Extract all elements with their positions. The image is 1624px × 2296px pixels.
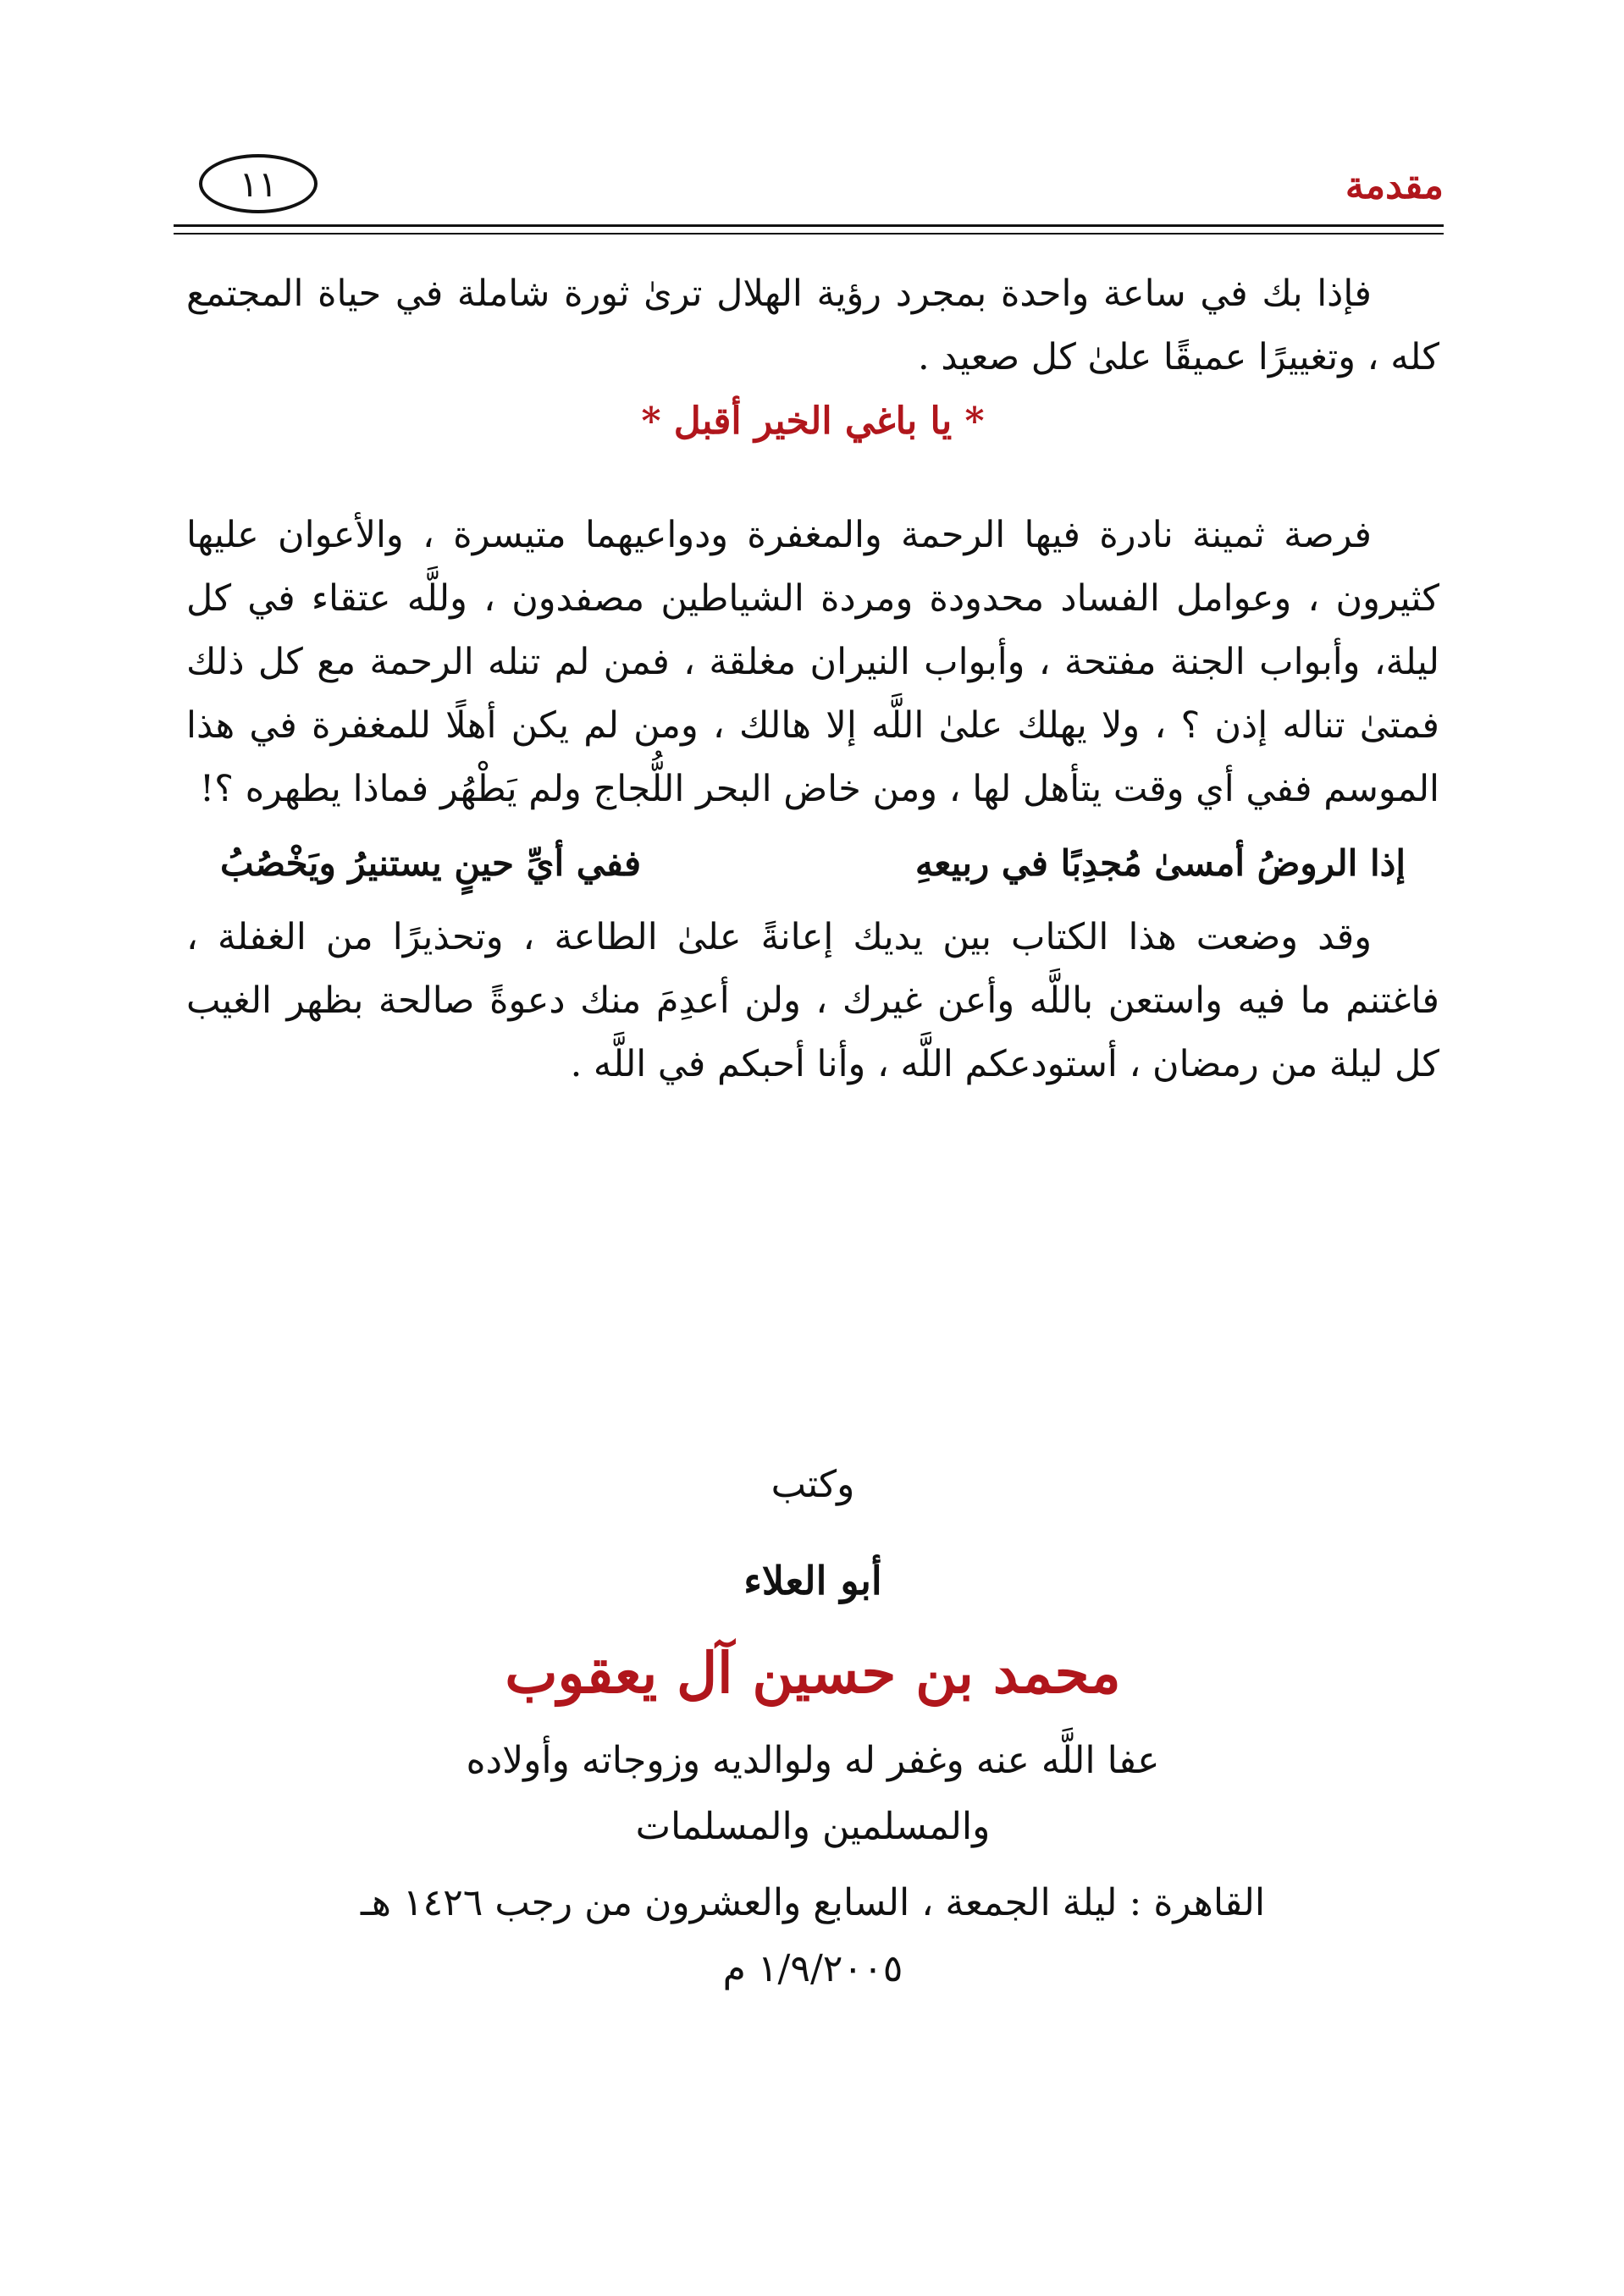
page-number: ١١ [199, 154, 318, 213]
poem-first-hemistich: إذا الروضُ أمسىٰ مُجدِبًا في ربيعهِ [914, 842, 1406, 884]
poem-verse [220, 830, 1406, 897]
poem-second-hemistich: ففي أيِّ حينٍ يستنيرُ ويَخْصُبُ [220, 842, 642, 884]
paragraph-1: فإذا بك في ساعة واحدة بمجرد رؤية الهلال ترىٰ ثورة شاملة في حياة المجتمع كله ، وتغييرًا عميقًا علىٰ كل صعيد . [186, 273, 1439, 378]
signature-wrote: وكتب [771, 1463, 855, 1506]
author-name: محمد بن حسين آل يعقوب [505, 1640, 1121, 1706]
signature-block [186, 1452, 1439, 2002]
paragraph-3: وقد وضعت هذا الكتاب بين يديك إعانةً علىٰ الطاعة ، وتحذيرًا من الغفلة ، فاغتنم ما فيه واستعن باللَّه وأعن غيرك ، ولن أعدِمَ منك دعوةً صالحة بظهر الغيب كل ليلة من رمضان ، أستودعكم اللَّه ، وأنا أحبكم في اللَّه . [186, 916, 1439, 1085]
gregorian-date: ١/٩/٢٠٠٥ م [722, 1947, 903, 1990]
running-title: مقدمة [1345, 164, 1444, 207]
section-heading: * يا باغي الخير أقبل * [641, 400, 985, 443]
prayer-line-2: والمسلمين والمسلمات [635, 1805, 991, 1848]
page-header [174, 135, 1444, 229]
header-rule-thin [174, 233, 1444, 235]
prayer-line-1: عفا اللَّه عنه وغفر له ولوالديه وزوجاته وأولاده [466, 1739, 1160, 1782]
paragraph-2: فرصة ثمينة نادرة فيها الرحمة والمغفرة ودواعيهما متيسرة ، والأعوان عليها كثيرون ، وعوامل الفساد محدودة ومردة الشياطين مصفدون ، وللَّه عتقاء في كل ليلة، وأبواب الجنة مفتحة ، وأبواب النيران مغلقة ، فمن لم تنله الرحمة مع كل ذلك فمتىٰ تناله إذن ؟ ، ولا يهلك علىٰ اللَّه إلا هالك ، ومن لم يكن أهلًا للمغفرة في هذا الموسم ففي أي وقت يتأهل لها ، ومن خاض البحر اللُّجاج ولم يَطْهُر فماذا يطهره ؟! [186, 514, 1439, 810]
page-content [186, 262, 1439, 1096]
place-and-hijri-date: القاهرة : ليلة الجمعة ، السابع والعشرون من رجب ١٤٢٦ هـ [360, 1881, 1266, 1924]
signature-kunya: أبو العلاء [743, 1558, 882, 1603]
header-rule-thick [174, 224, 1444, 227]
